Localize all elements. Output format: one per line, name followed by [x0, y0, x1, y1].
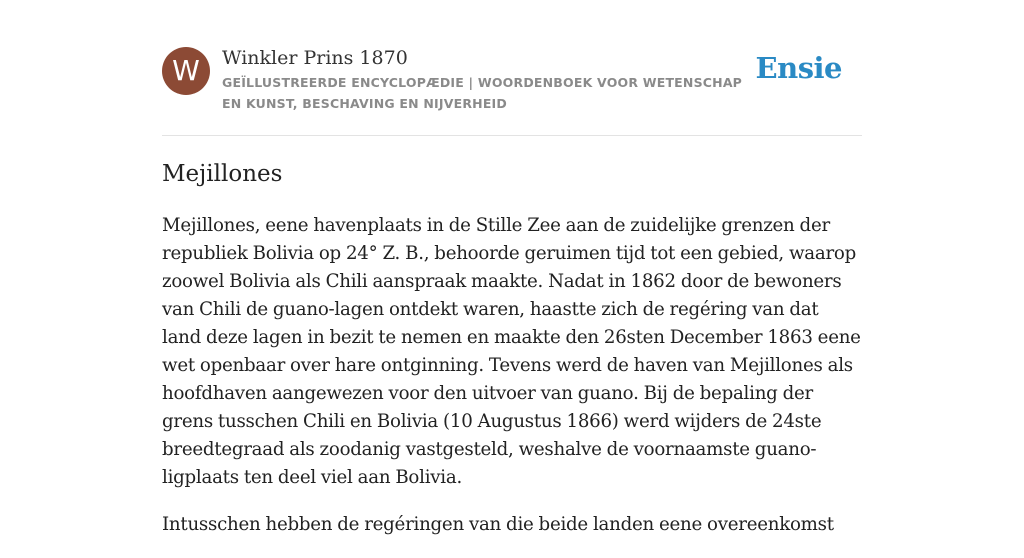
article-paragraph: Intusschen hebben de regéringen van die beide landen eene overeenkomst — [162, 514, 834, 535]
source-subtitle: GEÏLLUSTREERDE ENCYCLOPÆDIE | WOORDENBOEK VOOR WETENSCHAP EN KUNST, BESCHAVING EN NIJVERHEID — [222, 75, 743, 111]
ensie-logo[interactable]: Ensie — [755, 51, 842, 85]
page — [162, 0, 862, 535]
source-header — [162, 46, 862, 116]
source-title-link[interactable]: Winkler Prins 1870 — [222, 47, 408, 69]
article-paragraph: Mejillones, eene havenplaats in de Stille Zee aan de zuidelijke grenzen der republiek Bolivia op 24° Z. B., behoorde geruimen tijd tot een gebied, waarop zoowel Bolivia als Chili aanspraak maakte. Nadat in 1862 door de bewoners van Chili de guano-lagen ontdekt waren, haastte zich de regéring van dat land deze lagen in bezit te nemen en maakte den 26sten December 1863 eene wet openbaar over hare ontginning. Tevens werd de haven van Mejillones als hoofdhaven aangewezen voor den uitvoer van guano. Bij de bepaling der grens tusschen Chili en Bolivia (10 Augustus 1866) werd wijders de 24ste breedtegraad als zoodanig vastgesteld, weshalve de voornaamste guano-ligplaats ten deel viel aan Bolivia. — [162, 215, 861, 488]
article-body — [162, 212, 862, 558]
article-title: Mejillones — [162, 161, 283, 187]
header-divider — [162, 135, 862, 136]
source-avatar[interactable]: W — [162, 47, 210, 95]
